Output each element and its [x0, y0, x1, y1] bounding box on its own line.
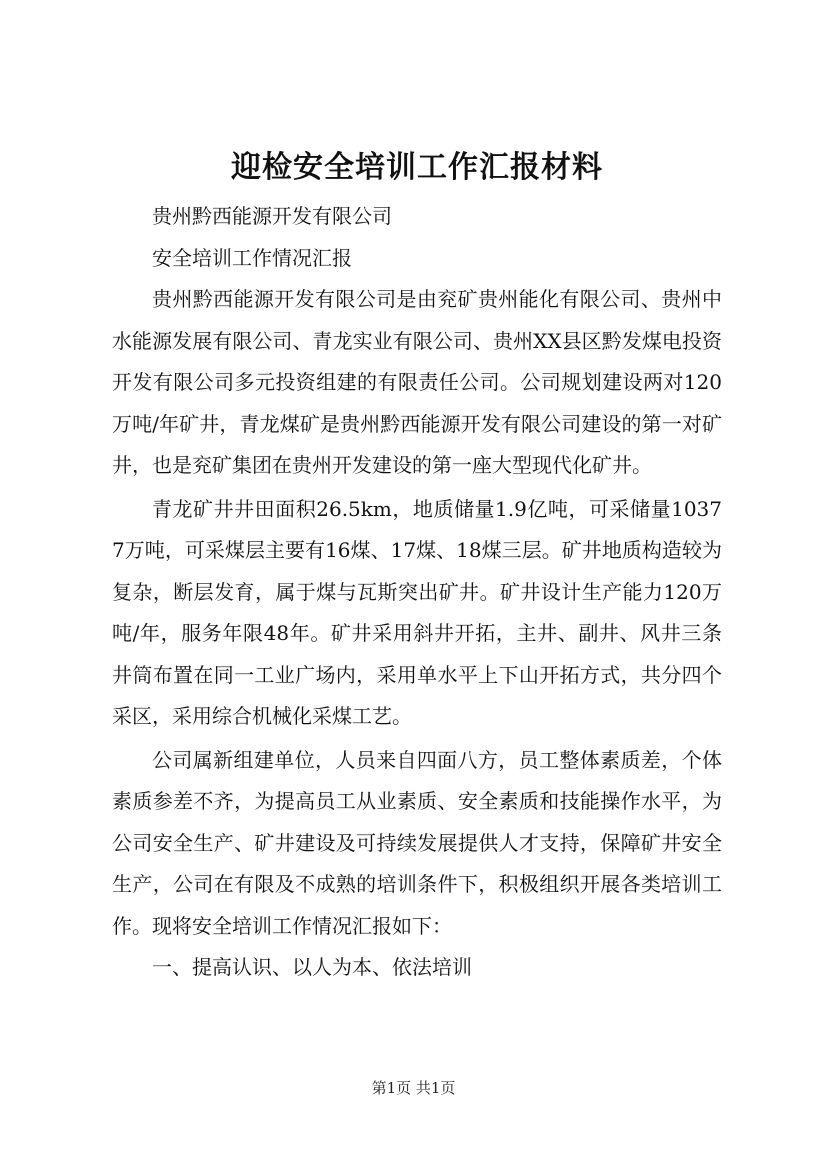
- paragraph-training-background: 公司属新组建单位，人员来自四面八方，员工整体素质差，个体素质参差不齐，为提高员工从业素质、安全素质和技能操作水平，为公司安全生产、矿井建设及可持续发展提供人才支持，保障矿井安全生产，公司在有限及不成熟的培训条件下，积极组织开展各类培训工作。现将安全培训工作情况汇报如下：: [112, 747, 722, 938]
- paragraph-company-intro: 贵州黔西能源开发有限公司是由兖矿贵州能化有限公司、贵州中水能源发展有限公司、青龙实业有限公司、贵州XX县区黔发煤电投资开发有限公司多元投资组建的有限责任公司。公司规划建设两对120万吨/年矿井，青龙煤矿是贵州黔西能源开发有限公司建设的第一对矿井，也是兖矿集团在贵州开发建设的第一座大型现代化矿井。: [112, 287, 722, 477]
- report-subtitle: 安全培训工作情况汇报: [152, 245, 352, 270]
- section-heading: 一、提高认识、以人为本、依法培训: [152, 955, 472, 979]
- page-footer: 第1页 共1页: [371, 1079, 456, 1097]
- paragraph-mine-overview: 青龙矿井井田面积26.5km，地质储量1.9亿吨，可采储量10377万吨，可采煤层主要有16煤、17煤、18煤三层。矿井地质构造较为复杂，断层发育，属于煤与瓦斯突出矿井。矿井设计生产能力120万吨/年，服务年限48年。矿井采用斜井开拓，主井、副井、风井三条井筒布置在同一工业广场内，采用单水平上下山开拓方式，共分四个采区，采用综合机械化采煤工艺。: [112, 496, 722, 728]
- document-title: 迎检安全培训工作汇报材料: [231, 150, 603, 185]
- company-line: 贵州黔西能源开发有限公司: [152, 204, 392, 228]
- document-body: [112, 150, 722, 989]
